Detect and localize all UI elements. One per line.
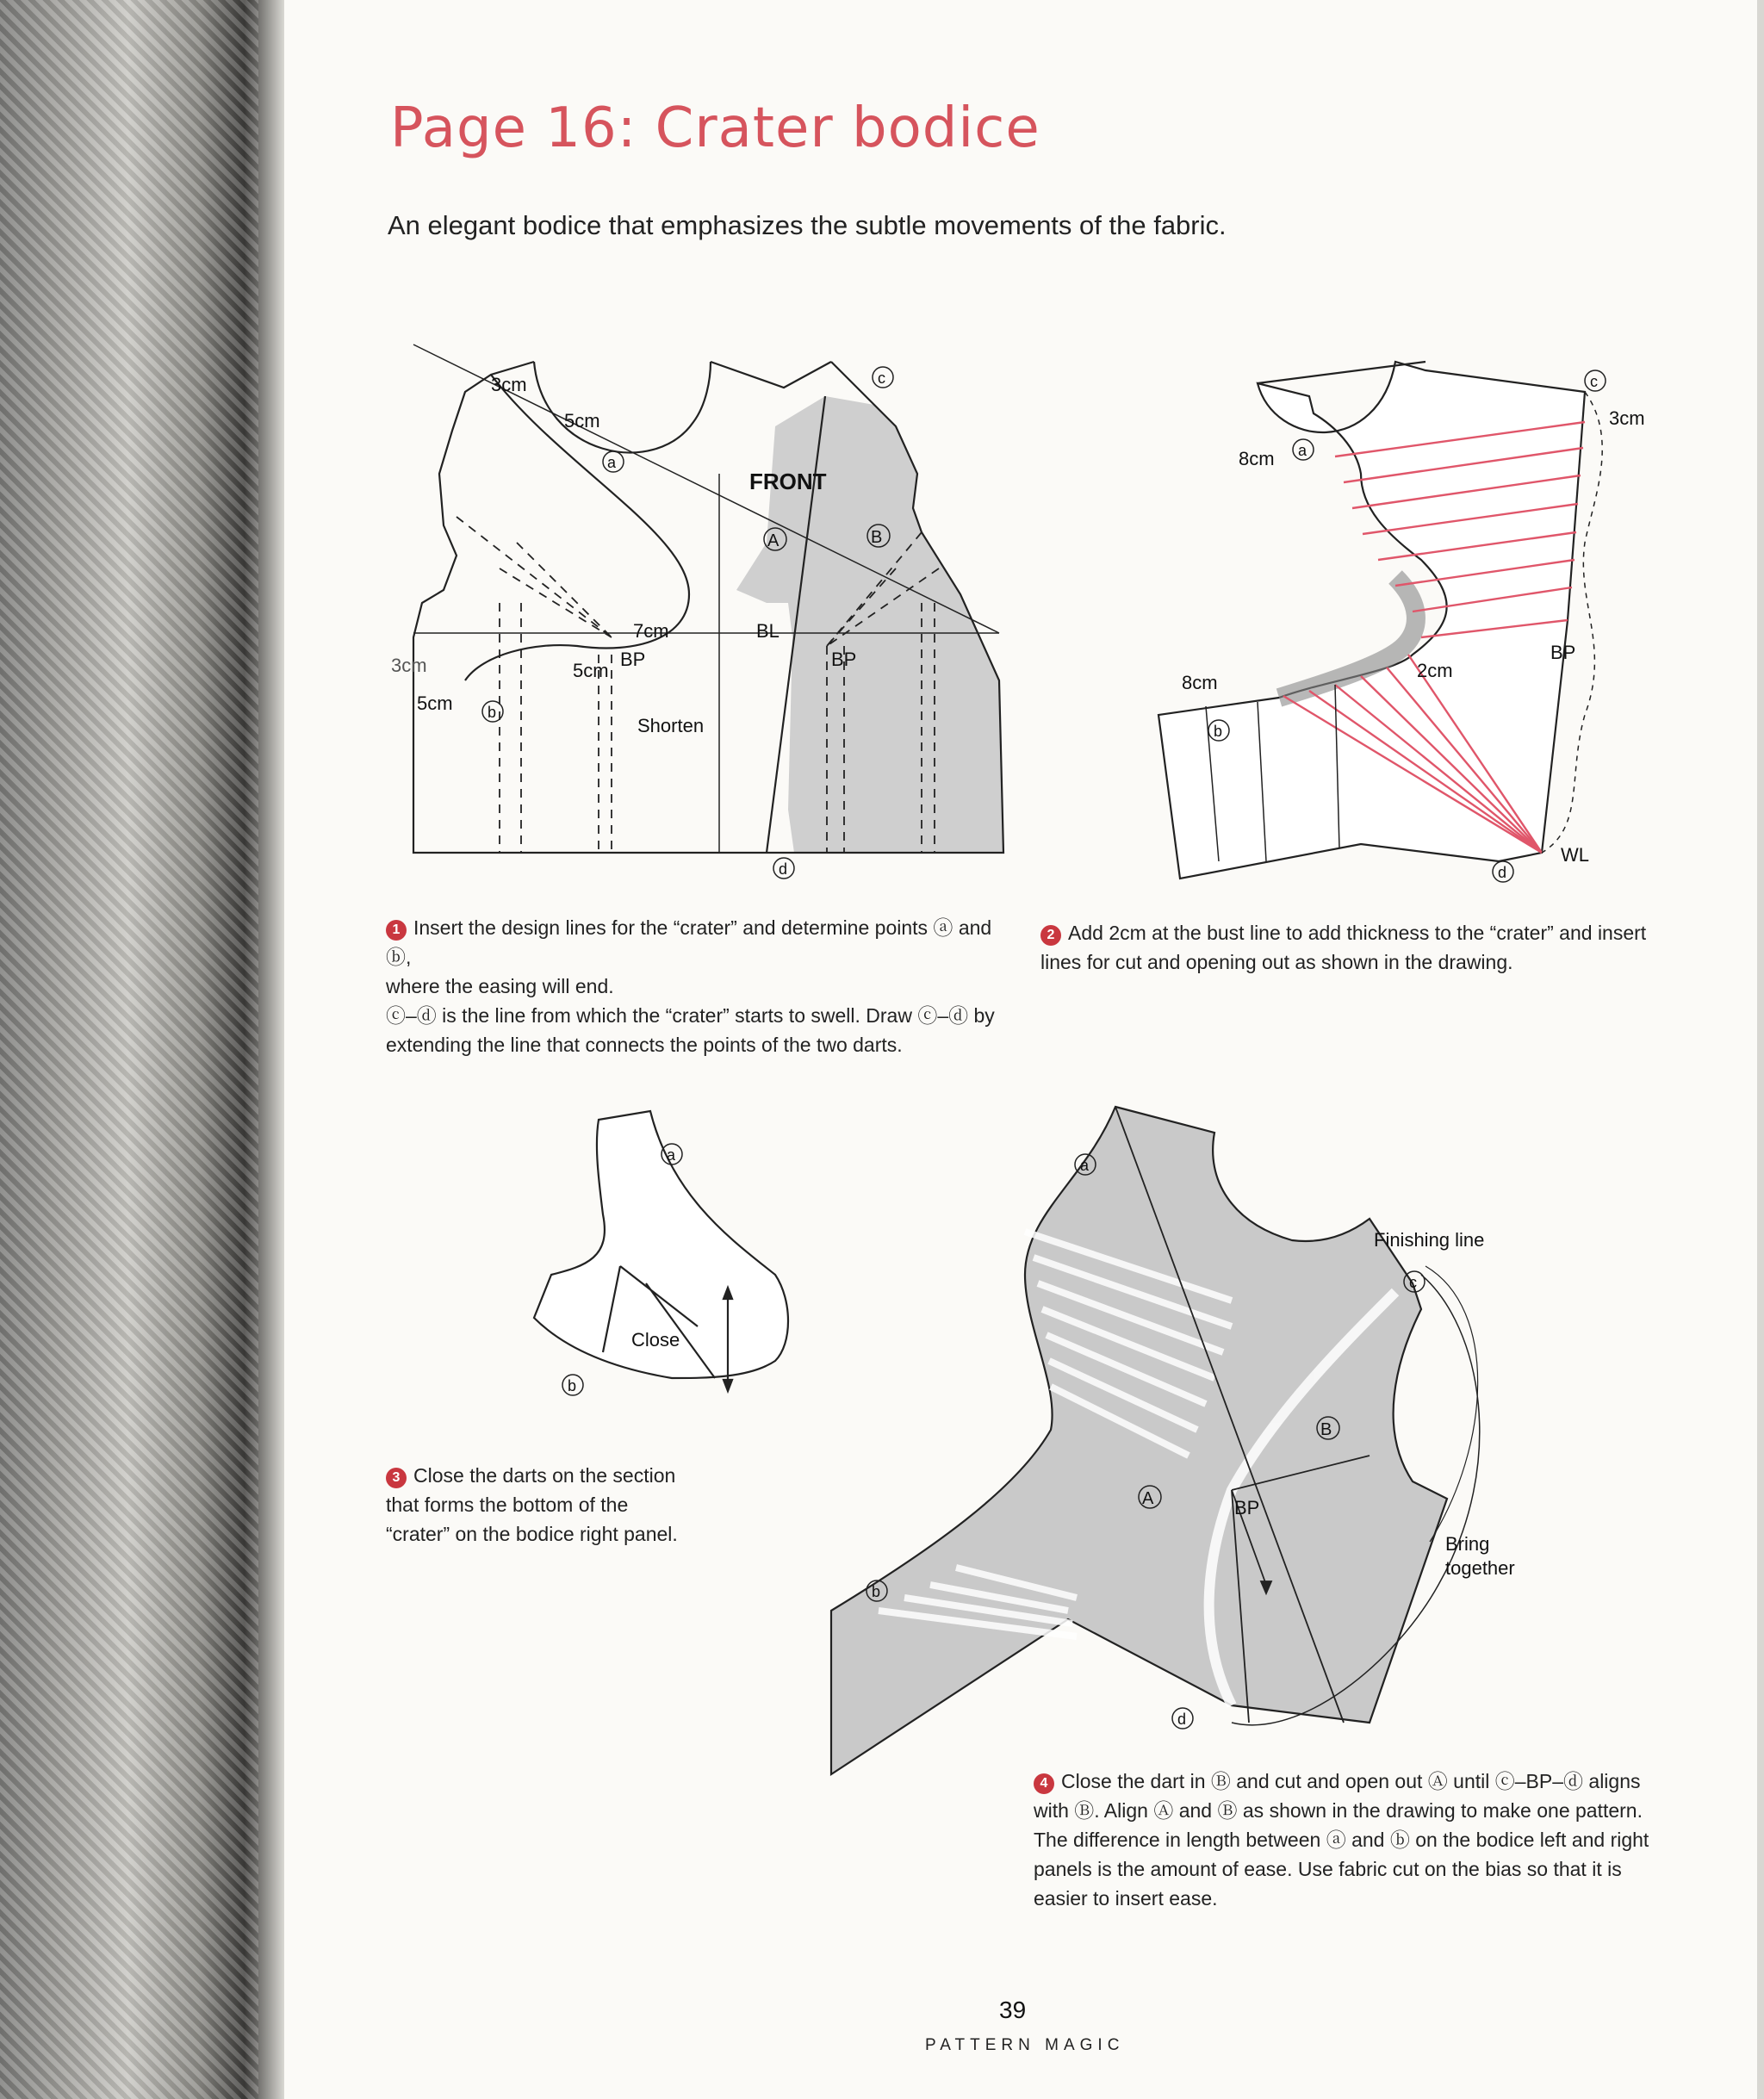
point-a: a <box>1080 1157 1090 1174</box>
step-1-number: 1 <box>386 920 407 941</box>
label-shorten: Shorten <box>637 715 705 736</box>
step-1-line-1: Insert the design lines for the “crater” and determine points ⓐ and ⓑ, <box>386 916 992 968</box>
step-2-number: 2 <box>1040 925 1061 946</box>
label-finishing: Finishing line <box>1374 1229 1485 1251</box>
step-1-line-3: ⓒ–ⓓ is the line from which the “crater” starts to swell. Draw ⓒ–ⓓ by <box>386 1004 995 1027</box>
page-title: Page 16: Crater bodice <box>390 96 1040 160</box>
point-c: c <box>1409 1274 1417 1291</box>
label-wl: WL <box>1561 844 1589 866</box>
diagram-crater-lines <box>1137 345 1671 896</box>
label-8cm-top: 8cm <box>1239 448 1275 469</box>
step-4-caption <box>1034 1767 1705 1913</box>
step-3-line-2: that forms the bottom of the <box>386 1494 629 1516</box>
page-edge <box>1757 0 1764 2099</box>
diagram-close-darts <box>517 1102 810 1430</box>
point-d: d <box>1177 1711 1187 1728</box>
label-together: together <box>1445 1557 1515 1579</box>
knit-fabric-texture <box>0 0 258 2099</box>
label-5cm-b: 5cm <box>417 692 453 714</box>
step-3-line-1: Close the darts on the section <box>413 1464 676 1487</box>
step-2-line-1: Add 2cm at the bust line to add thickness to the “crater” and insert <box>1068 922 1647 944</box>
label-bp: BP <box>1550 642 1576 663</box>
label-front: FRONT <box>749 469 827 494</box>
book-title: PATTERN MAGIC <box>925 2036 1125 2054</box>
point-c: c <box>1590 373 1598 390</box>
panel-a-label: A <box>1142 1489 1154 1508</box>
step-4-line-2: with Ⓑ. Align Ⓐ and Ⓑ as shown in the drawing to make one pattern. <box>1034 1799 1643 1822</box>
step-4-line-3: The difference in length between ⓐ and ⓑ on the bodice left and right <box>1034 1829 1649 1851</box>
point-b: b <box>1214 723 1223 740</box>
label-bp: BP <box>1234 1497 1260 1518</box>
step-2-caption <box>1040 918 1678 977</box>
point-a: a <box>1298 442 1307 459</box>
label-8cm-side: 8cm <box>1182 672 1218 693</box>
step-1-caption <box>386 913 1006 1059</box>
label-2cm: 2cm <box>1417 660 1453 681</box>
label-5cm-a: 5cm <box>564 410 600 432</box>
point-c: c <box>878 369 885 387</box>
label-bring: Bring <box>1445 1533 1490 1555</box>
step-4-line-4: panels is the amount of ease. Use fabric cut on the bias so that it is <box>1034 1858 1622 1880</box>
panel-b-label: B <box>871 528 883 547</box>
label-3cm-side: 3cm <box>391 655 427 676</box>
book-spine-photo <box>0 0 284 2099</box>
step-3-caption <box>386 1461 748 1549</box>
page-number: 39 <box>999 1997 1027 2023</box>
point-d: d <box>779 860 788 878</box>
label-5cm-bp: 5cm <box>573 660 609 681</box>
step-1-line-4: extending the line that connects the points of the two darts. <box>386 1034 903 1056</box>
point-b: b <box>568 1377 577 1394</box>
label-bp-right: BP <box>831 649 857 670</box>
diagram-final-pattern <box>827 1102 1533 1783</box>
label-7cm: 7cm <box>633 620 669 642</box>
step-1-line-2: where the easing will end. <box>386 975 614 997</box>
step-4-line-1: Close the dart in Ⓑ and cut and open out Ⓐ until ⓒ–BP–ⓓ aligns <box>1061 1770 1641 1792</box>
panel-a-label: A <box>767 531 780 550</box>
step-3-line-3: “crater” on the bodice right panel. <box>386 1523 678 1545</box>
point-b: b <box>488 704 497 721</box>
label-bl: BL <box>756 620 780 642</box>
point-d: d <box>1498 864 1507 881</box>
step-4-line-5: easier to insert ease. <box>1034 1887 1218 1910</box>
step-3-number: 3 <box>386 1468 407 1488</box>
label-bp-left: BP <box>620 649 646 670</box>
label-3cm-top: 3cm <box>491 374 527 395</box>
page-subtitle: An elegant bodice that emphasizes the subtle movements of the fabric. <box>388 210 1227 240</box>
label-close: Close <box>631 1329 680 1351</box>
label-3cm: 3cm <box>1609 407 1645 429</box>
point-b: b <box>872 1583 881 1600</box>
point-a: a <box>667 1146 676 1164</box>
point-a: a <box>607 454 617 471</box>
diagram-front-bodice <box>391 345 1016 896</box>
step-4-number: 4 <box>1034 1773 1054 1794</box>
panel-b-label: B <box>1320 1420 1332 1439</box>
step-2-line-2: lines for cut and opening out as shown in the drawing. <box>1040 951 1513 973</box>
